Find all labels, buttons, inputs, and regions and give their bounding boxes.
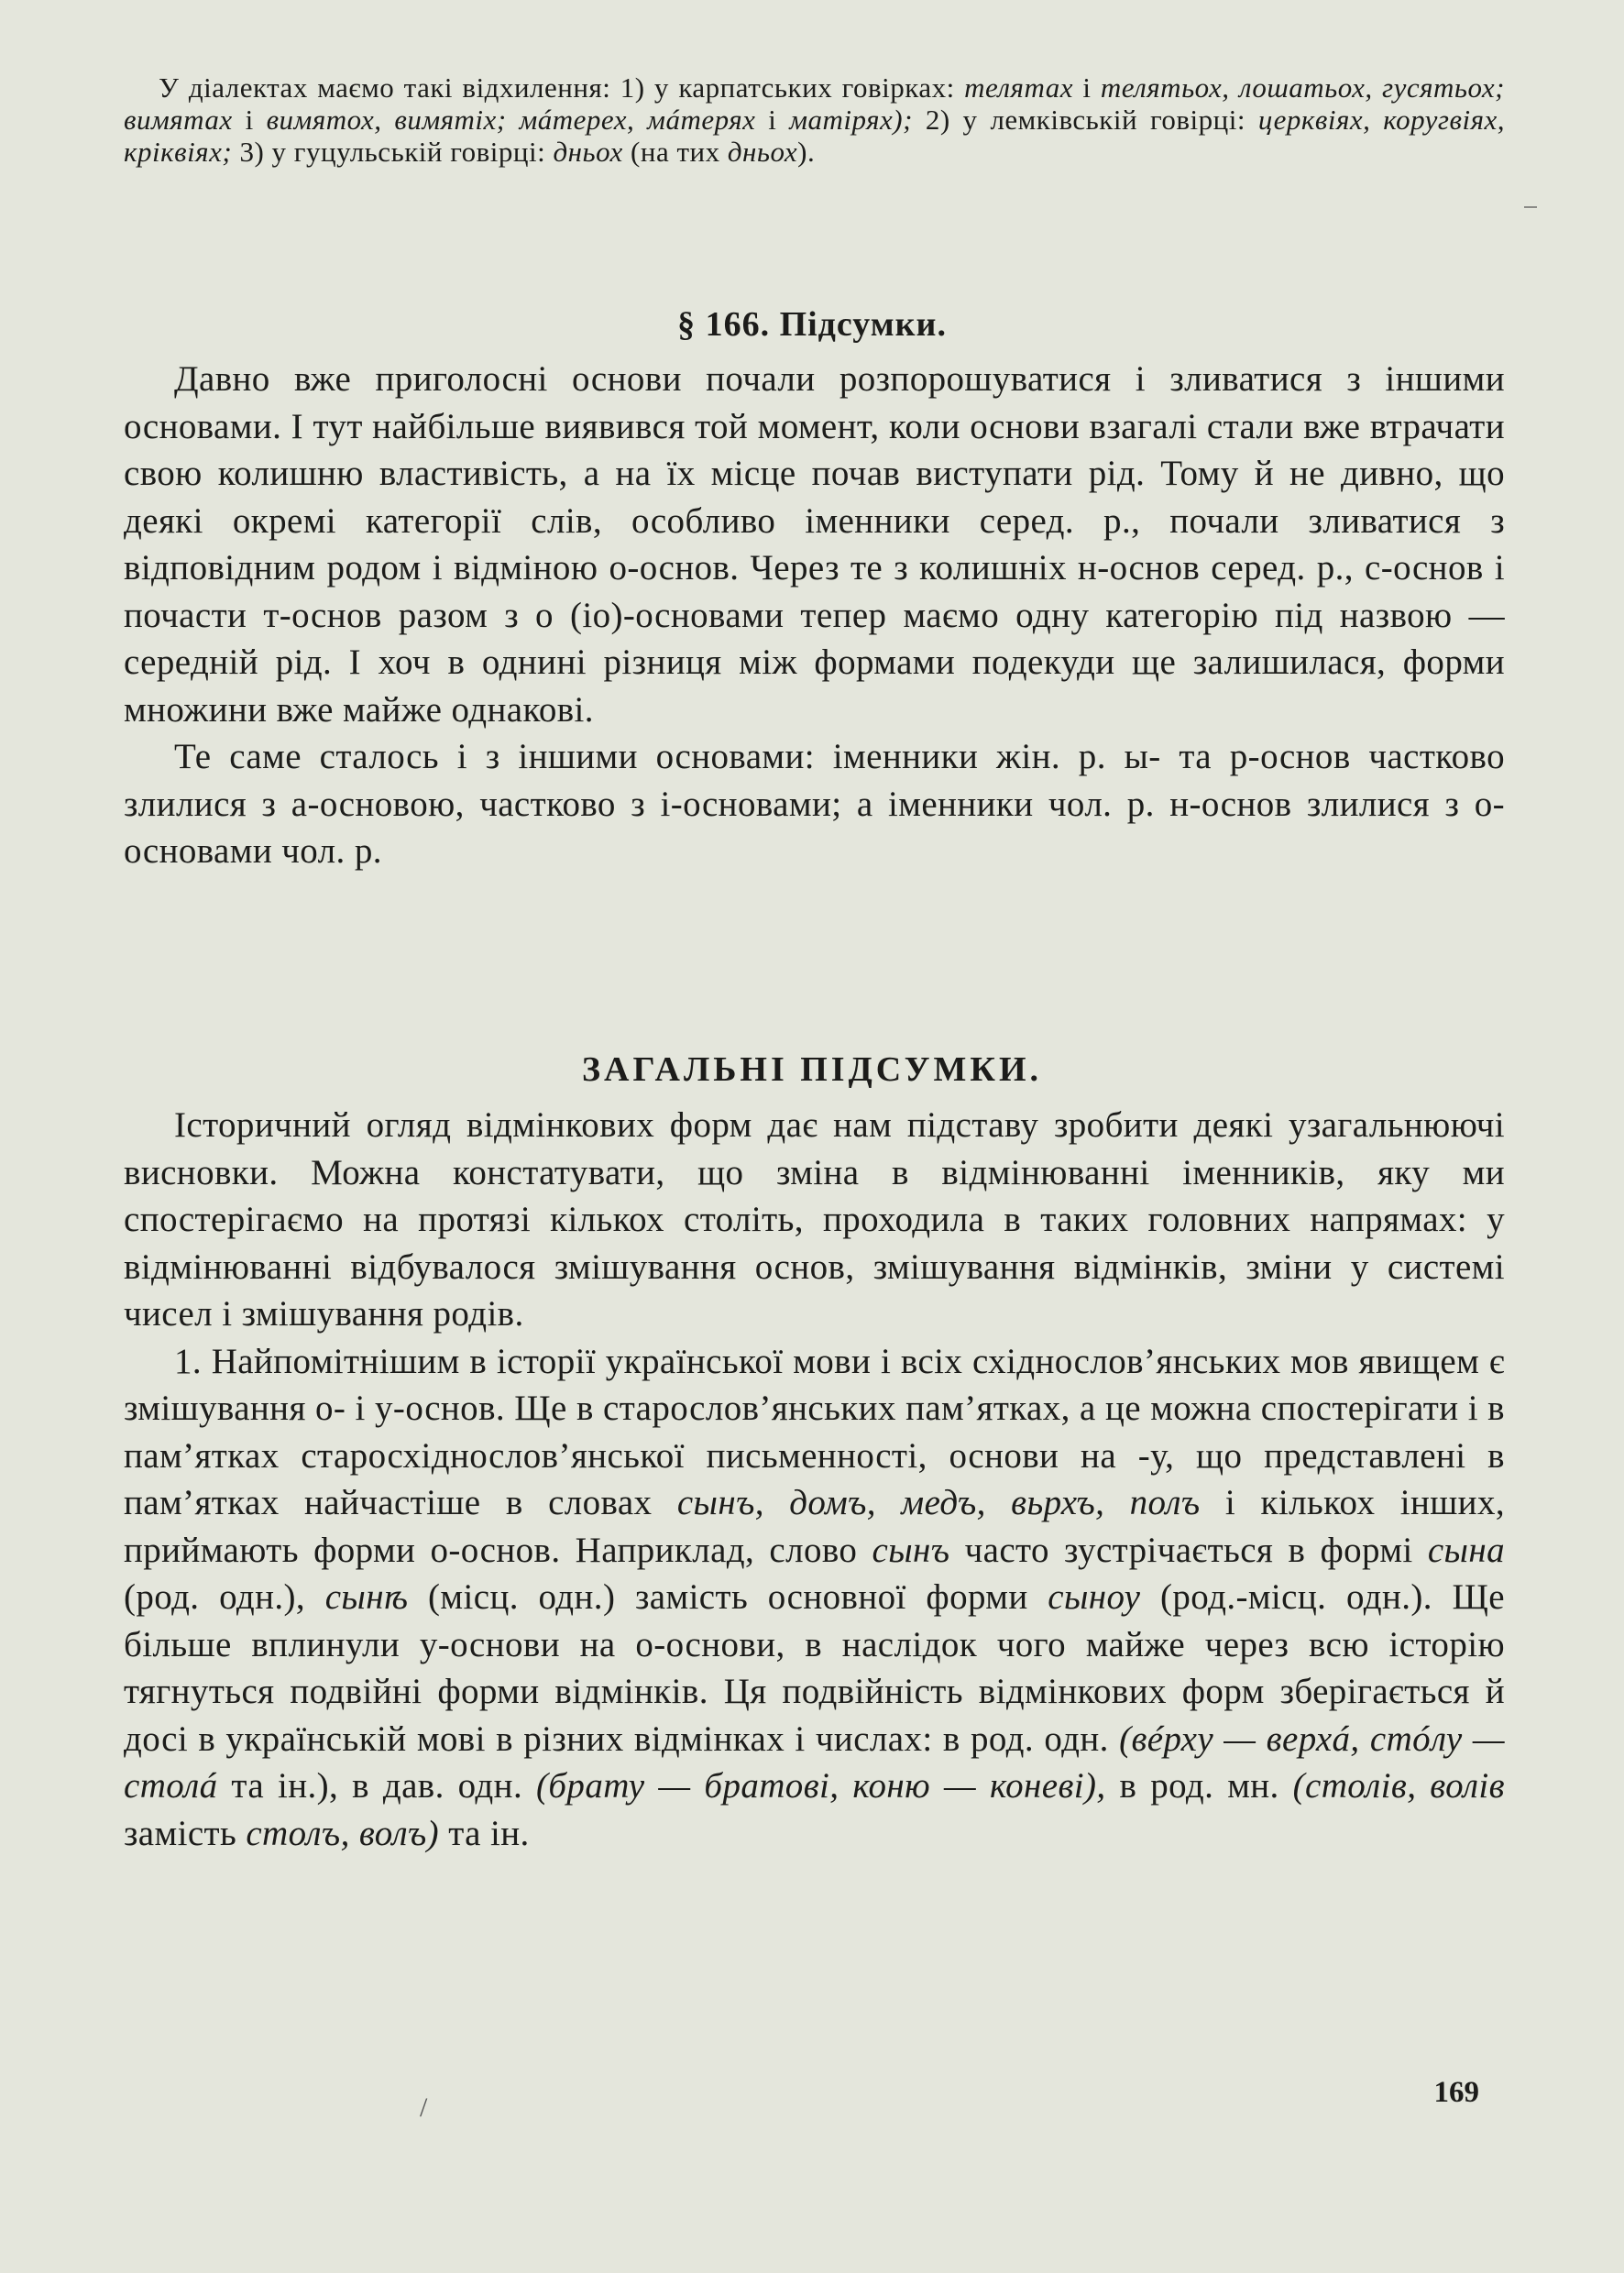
stray-mark: / [420,2092,428,2123]
text-run: 1. Найпомітнішим в історії української мови і всіх східнослов’янських мов явищем є змішування о- і у-основ. Ще в старослов’янських пам’ятках, а це можна спостерігати і в пам’ятках старосхіднослов’янської письменності, основи на -у, що представлені в пам’ятках найчастіше в словах [124,1341,1505,1522]
text-run: і [1072,71,1101,104]
paragraph: Історичний огляд відмінкових форм дає нам підставу зробити деякі узагальнюючі висновки. Можна констатувати, що зміна в відмінюванні іменників, яку ми спостерігаємо на протязі кількох століть, проходила в таких головних напрямах: у відмінюванні відбувалося змішування основ, змішування відмінків, зміни у системі чисел і змішування родів. [124,1105,1505,1334]
italic-example: дньох [553,136,623,168]
paragraph [124,1338,1505,1858]
italic-example: (вéрху — верхá, стóлу — столá [124,1718,1505,1806]
text-run: замість [124,1813,247,1853]
text-run: 3) у гуцульській говірці: [232,136,554,168]
paragraph: Давно вже приголосні основи почали розпорошуватися і зливатися з іншими основами. І тут найбільше виявився той момент, коли основи взагалі стали вже втрачати свою колишню властивість, а на їх місце почав виступати рід. Тому й не дивно, що деякі окремі категорії слів, особливо іменники серед. р., почали зливатися з відповідним родом і відміною о-основ. Через те з колишніх н-основ серед. р., с-основ і почасти т-основ разом з о (іо)-основами тепер маємо одну категорію під назвою — середній рід. І хоч в однині різниця між формами подекуди ще залишилася, форми множини вже майже однакові. [124,359,1505,730]
text-run: і кількох інших, приймають форми о-основ. Наприклад, слово [124,1483,1505,1570]
italic-example: вимятох, вимятіх; мáтерех, мáтерях [266,104,756,136]
text-run: (місц. одн.) замість основної форми [408,1577,1048,1617]
italic-example: сынъ [872,1530,950,1570]
page-number: 169 [1433,2076,1479,2109]
text-run: У діалектах маємо такі відхилення: 1) у карпатських говірках: [159,71,965,104]
italic-example: сына [1427,1530,1505,1570]
text-run: 2) у лемківській говірці: [912,104,1258,136]
text-run: та ін. [439,1813,530,1853]
italic-example: (брату — братові, коню — коневі), [536,1766,1106,1806]
text-run: часто зустрічається в формі [949,1530,1428,1570]
italic-example: телятах [964,71,1073,104]
italic-example: церквіях, коругвіях, кріквіях; [124,104,1506,168]
text-run: (род. одн.), [124,1577,325,1617]
italic-example: сынъ, домъ, медъ, вьрхъ, полъ [676,1483,1201,1522]
italic-example: сыноу [1048,1577,1141,1617]
italic-example: матіряx); [789,104,913,136]
text-run: і [232,104,267,136]
paragraph: Те саме сталось і з іншими основами: іменники жін. р. ы- та р-основ частково злилися з а-основою, частково з і-основами; а іменники чол. р. н-основ злилися з о-основами чол. р. [124,737,1505,871]
text-run: та ін.), в дав. одн. [217,1766,537,1806]
text-run: в род. мн. [1105,1766,1293,1806]
section-166-heading: § 166. Підсумки. [677,305,947,344]
italic-example: (столів, волів [1292,1766,1505,1806]
general-summary-body [124,1102,1505,1857]
italic-example: столъ, волъ) [246,1813,440,1853]
text-run: (на тих [622,136,728,168]
text-run: і [755,104,790,136]
section-166-body [124,356,1505,875]
italic-example: сынѣ [324,1577,409,1617]
text-run: (род.-місц. одн.). Ще більше вплинули у-основи на о-основи, в наслідок чого майже через всю історію тягнуться подвійні форми відмінків. Ця подвійність відмінкових форм зберігається й досі в українській мові в різних відмінках і числах: в род. одн. [124,1577,1506,1759]
text-run: ). [797,136,816,168]
general-summary-heading: ЗАГАЛЬНІ ПІДСУМКИ. [581,1050,1043,1089]
italic-example: дньох [727,136,798,168]
italic-example: телятьох, лошатьох, гусятьох; вимятах [124,71,1505,136]
margin-mark [1524,206,1537,208]
dialects-paragraph [124,71,1505,168]
